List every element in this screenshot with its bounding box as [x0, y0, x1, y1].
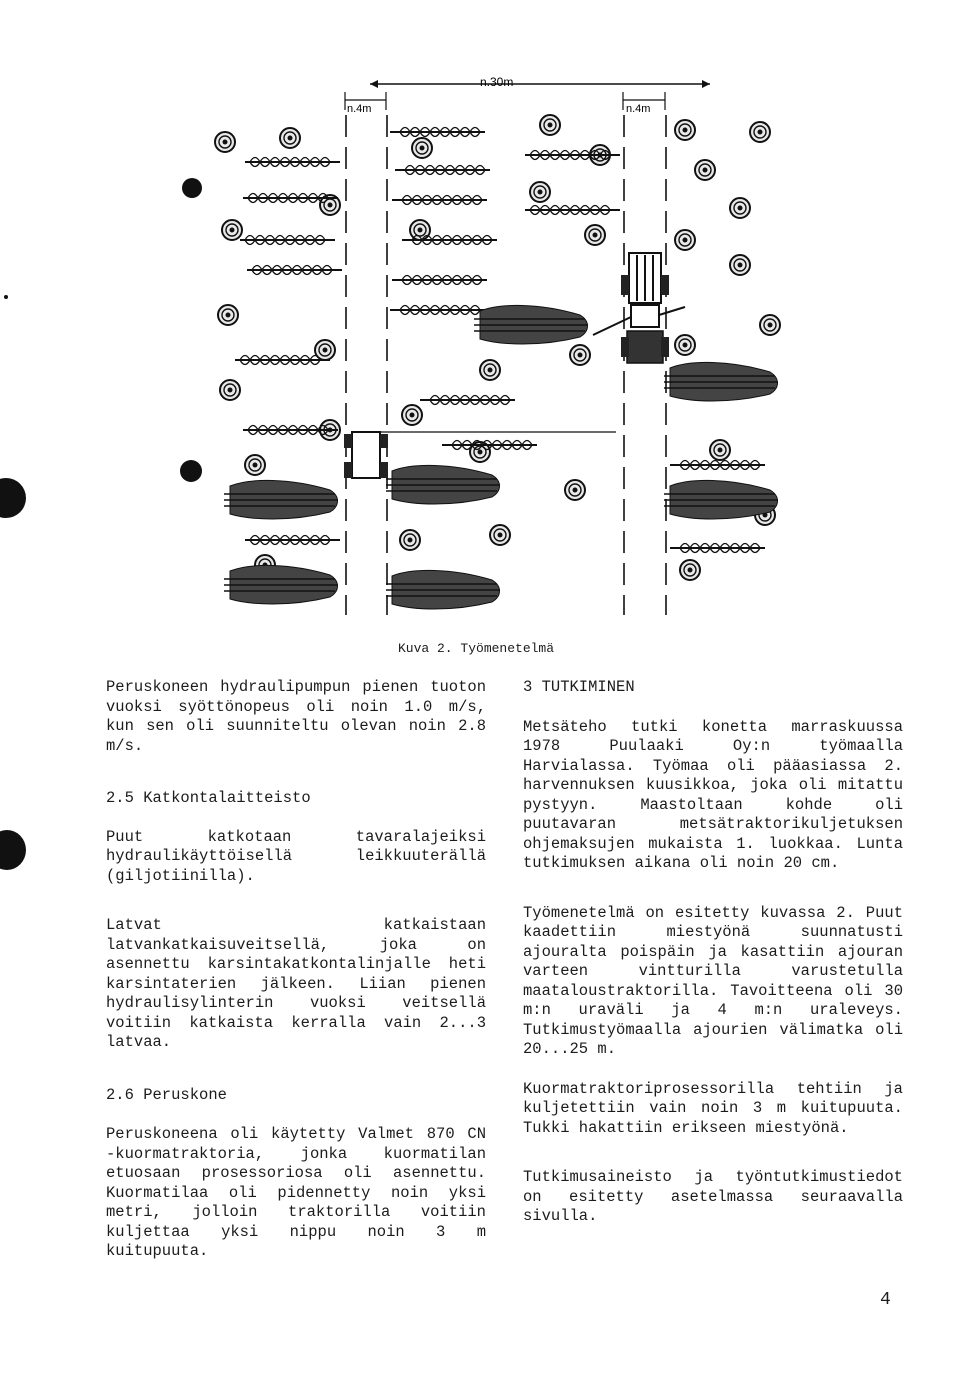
- right-lane-width-label: n.4m: [626, 103, 651, 115]
- topping-knife-paragraph: Latvat katkaistaan latvankatkaisuveitsellä, joka on asennettu karsintakatkontalinjalle heti karsintaterien jälkeen. Liian pienen hydraulisylinterin vuoksi veitsellä voitiin katkaista kerralla vain 2...3 latvaa.: [106, 916, 486, 1051]
- punch-hole-edge-1: [0, 478, 26, 518]
- punch-hole-edge-2: [0, 830, 26, 870]
- work-method-figure: [180, 70, 790, 630]
- forwarder-processor-icon: [593, 253, 685, 363]
- section-heading-2-5: 2.5 Katkontalaitteisto: [106, 789, 311, 807]
- study-site-paragraph: Metsäteho tutki konetta marraskuussa 1978 Puulaaki Oy:n työmaalla Harvialassa. Työmaa oli pääasiassa 2. harvennuksen kuusikkoa, joka oli mitattu pystyyn. Maastoltaan kohde oli puutavaran metsätraktorikuljetuksen ohjemaksujen mukaista 1. luokkaa. Lunta tutkimuksen aikana oli noin 20 cm.: [523, 717, 903, 872]
- work-method-paragraph: Työmenetelmä on esitetty kuvassa 2. Puut kaadettiin miestyönä suunnatusti ajouralta poispäin ja kasattiin ajouran varteen vintturilla varustetulla maataloustraktorilla. Tavoitteena oli 30 m:n uraväli ja 4 m:n uraleveys. Tutkimustyömaalla ajourien välimatka oli 20...25 m.: [523, 903, 903, 1058]
- speck: [4, 295, 8, 299]
- figure-caption: Kuva 2. Työmenetelmä: [398, 641, 555, 656]
- width-30m-label: n.30m: [480, 75, 514, 89]
- section-heading-3: 3 TUTKIMINEN: [523, 678, 635, 696]
- page-number: 4: [880, 1290, 891, 1310]
- right-column: [523, 678, 903, 1227]
- processing-paragraph: Kuormatraktoriprosessorilla tehtiin ja kuljetettiin vain noin 3 m kuitupuuta. Tukki hakattiin erikseen miestyönä.: [523, 1079, 903, 1137]
- section-heading-2-6: 2.6 Peruskone: [106, 1085, 227, 1104]
- base-machine-paragraph: Peruskoneena oli käytetty Valmet 870 CN -kuormatraktoria, jonka kuormatilan etuosaan prosessoriosa oli asennettu. Kuormatilaa oli pidennetty noin yksi metri, jolloin traktorilla voitiin kuljettaa yksi nippu noin 3 m kuitupuuta.: [106, 1125, 486, 1260]
- research-data-paragraph: Tutkimusaineisto ja työntutkimustiedot on esitetty asetelmassa seuraavalla sivulla.: [523, 1168, 903, 1225]
- feed-rate-paragraph: Peruskoneen hydraulipumpun pienen tuoton vuoksi syöttönopeus oli noin 1.0 m/s, kun sen oli suunniteltu olevan noin 2.8 m/s.: [106, 678, 486, 755]
- cross-cutting-paragraph: Puut katkotaan tavaralajeiksi hydraulikäyttöisellä leikkuuterällä (giljotiinilla).: [106, 827, 486, 885]
- left-lane-width-label: n.4m: [347, 103, 372, 115]
- left-column: [106, 678, 486, 1262]
